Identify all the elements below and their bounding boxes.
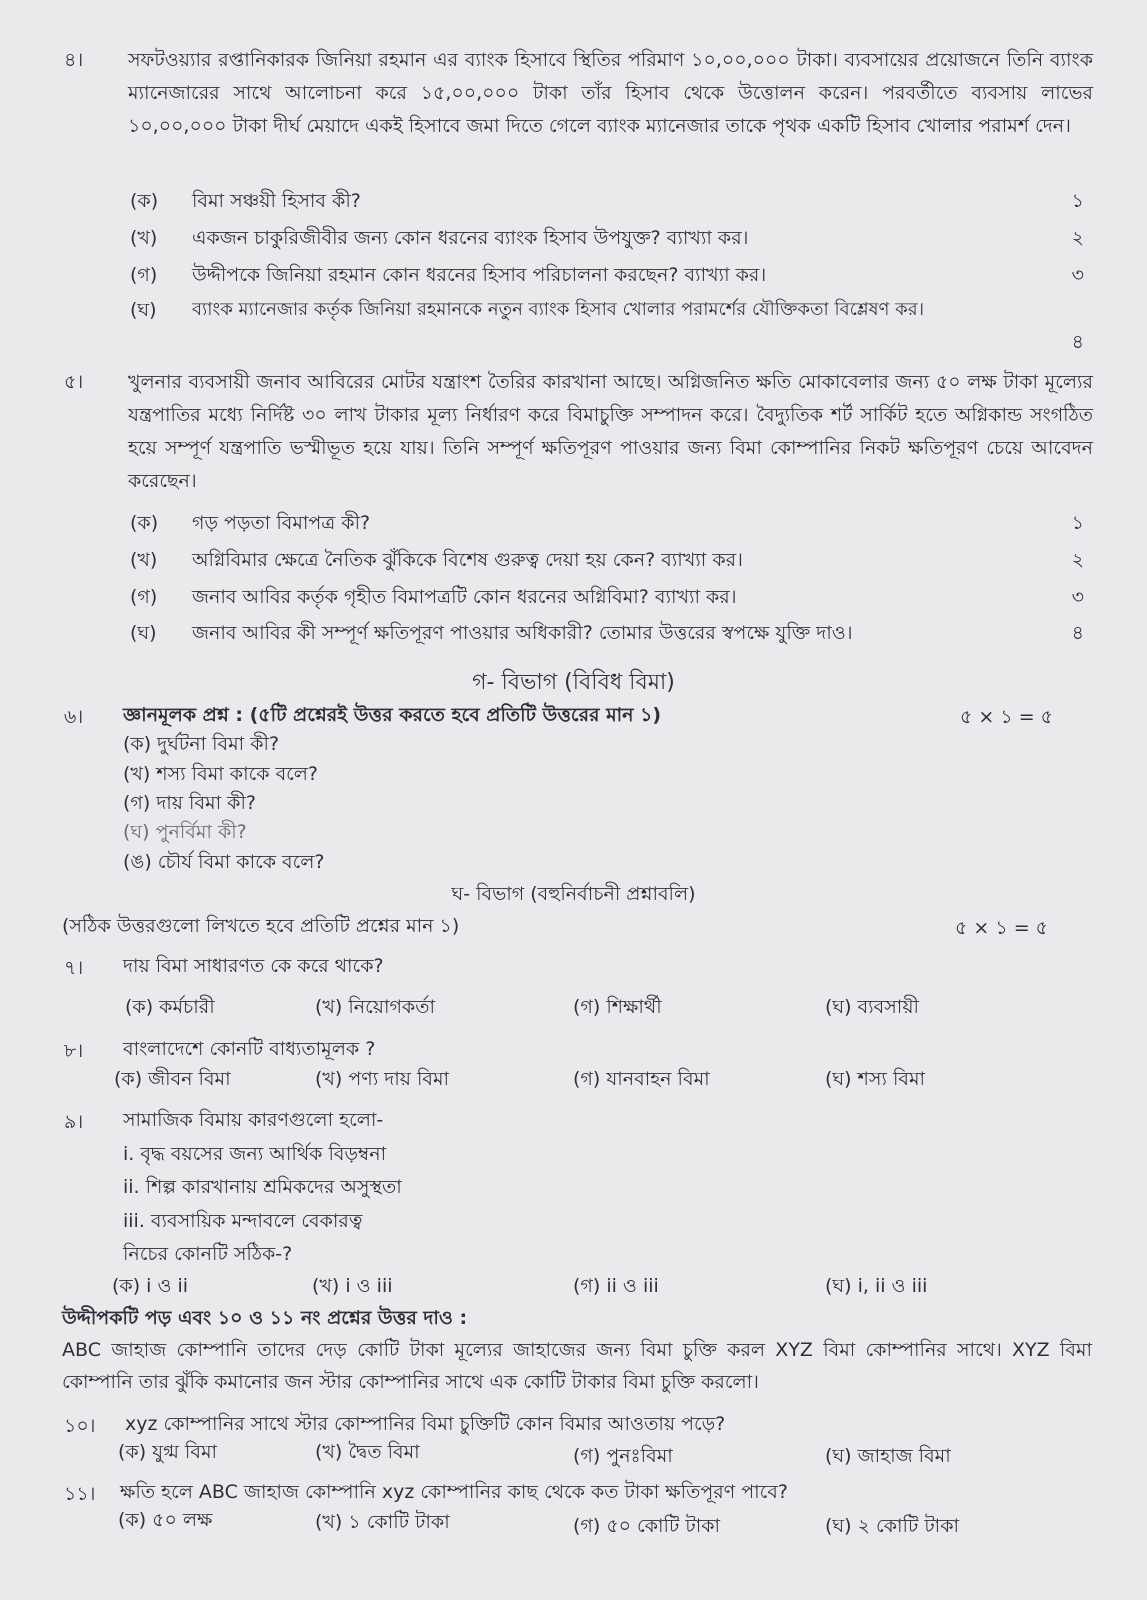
q11-option: (খ) ১ কোটি টাকা xyxy=(315,1511,450,1533)
q9-option: (ক) i ও ii xyxy=(112,1275,189,1297)
q7-option: (গ) শিক্ষার্থী xyxy=(573,996,662,1018)
q11-text: ক্ষতি হলে ABC জাহাজ কোম্পানি xyz কোম্পানির কাছ থেকে কত টাকা ক্ষতিপূরণ পাবে? xyxy=(120,1481,788,1503)
q7-text: দায় বিমা সাধারণত কে করে থাকে? xyxy=(123,955,384,977)
stimulus-text: ABC জাহাজ কোম্পানি তাদের দেড় কোটি টাকা মূল্যের জাহাজের জন্য বিমা চুক্তি করল XYZ বিমা কোম্পানির সাথে। XYZ বিমা কোম্পানি তার ঝুঁকি কমানোর জন স্টার কোম্পানির সাথে এক কোটি টাকার বিমা চুক্তি করলো। xyxy=(62,1339,1092,1393)
q8-option: (ঘ) শস্য বিমা xyxy=(825,1068,926,1090)
q10-text: xyz কোম্পানির সাথে স্টার কোম্পানির বিমা চুক্তিটি কোন বিমার আওতায় পড়ে? xyxy=(125,1413,726,1435)
q4-stem: সফটওয়্যার রপ্তানিকারক জিনিয়া রহমান এর ব্যাংক হিসাবে স্থিতির পরিমাণ ১০,০০,০০০ টাকা। ব্যবসায়ের প্রয়োজনে তিনি ব্যাংক ম্যানেজারের সাথে আলোচনা করে ১৫,০০,০০০ টাকা তাঁর হিসাব থেকে উত্তোলন করেন। পরবর্তীতে ব্যবসায় লাভের ১০,০০,০০০ টাকা দীর্ঘ মেয়াদে একই হিসাবে জমা দিতে গেলে ব্যাংক ম্যানেজার তাকে পৃথক একটি হিসাব খোলার পরামর্শ দেন। xyxy=(128,49,1093,137)
q5-part-ka xyxy=(130,507,1090,539)
q5-part-gha xyxy=(130,617,1090,649)
q11-option: (ক) ৫০ লক্ষ xyxy=(118,1509,213,1531)
part-marks: ১ xyxy=(1071,190,1084,212)
q5-part-kha xyxy=(130,544,1090,576)
q4-part-kha xyxy=(130,222,1090,254)
q5-part-ga xyxy=(130,581,1090,613)
q6-marks: ৫ × ১ = ৫ xyxy=(960,706,1053,728)
part-marks: ২ xyxy=(1071,549,1084,571)
q6-item: (ক) দুর্ঘটনা বিমা কী? xyxy=(123,733,280,755)
part-text: জনাব আবির কী সম্পূর্ণ ক্ষতিপূরণ পাওয়ার অধিকারী? তোমার উত্তরের স্বপক্ষে যুক্তি দাও। xyxy=(192,622,853,644)
q9-text: সামাজিক বিমায় কারণগুলো হলো- xyxy=(123,1109,384,1131)
part-text: অগ্নিবিমার ক্ষেত্রে নৈতিক ঝুঁকিকে বিশেষ গুরুত্ব দেয়া হয় কেন? ব্যাখ্যা কর। xyxy=(192,549,743,571)
q10-option: (ক) যুগ্ম বিমা xyxy=(118,1441,218,1463)
mcq-marks: ৫ × ১ = ৫ xyxy=(955,917,1048,939)
part-label: (ক) xyxy=(130,512,159,534)
part-label: (গ) xyxy=(130,264,158,286)
q8-option: (গ) যানবাহন বিমা xyxy=(573,1068,710,1090)
part-marks: ৩ xyxy=(1071,264,1084,286)
q9-option: (ঘ) i, ii ও iii xyxy=(825,1275,928,1297)
q8-number: ৮। xyxy=(64,1040,84,1062)
part-text: বিমা সঞ্চয়ী হিসাব কী? xyxy=(192,190,361,212)
part-label: (ঘ) xyxy=(130,622,157,644)
q6-item: (গ) দায় বিমা কী? xyxy=(123,792,256,814)
q9-statement: i. বৃদ্ধ বয়সের জন্য আর্থিক বিড়ম্বনা xyxy=(123,1143,387,1165)
part-marks: ৪ xyxy=(1071,331,1084,353)
part-label: (খ) xyxy=(130,227,158,249)
section-ga-title: গ- বিভাগ (বিবিধ বিমা) xyxy=(472,670,675,695)
part-label: (গ) xyxy=(130,586,158,608)
q6-number: ৬। xyxy=(64,706,84,728)
q8-option: (খ) পণ্য দায় বিমা xyxy=(315,1068,450,1090)
q4-part-ka xyxy=(130,185,1090,217)
section-gha-title: ঘ- বিভাগ (বহুনির্বাচনী প্রশ্নাবলি) xyxy=(451,883,696,905)
part-text: ব্যাংক ম্যানেজার কর্তৃক জিনিয়া রহমানকে নতুন ব্যাংক হিসাব খোলার পরামর্শের যৌক্তিকতা বিশ্লেষণ কর। xyxy=(192,299,925,320)
part-label: (ঘ) xyxy=(130,299,157,321)
q7-number: ৭। xyxy=(64,957,84,979)
part-label: (ক) xyxy=(130,190,159,212)
q6-item: (খ) শস্য বিমা কাকে বলে? xyxy=(123,763,319,785)
part-text: গড় পড়তা বিমাপত্র কী? xyxy=(192,512,371,534)
stimulus-heading: উদ্দীপকটি পড় এবং ১০ ও ১১ নং প্রশ্নের উত্তর দাও : xyxy=(62,1307,468,1329)
q9-prompt: নিচের কোনটি সঠিক-? xyxy=(123,1243,293,1265)
q9-statement: iii. ব্যবসায়িক মন্দাবলে বেকারত্ব xyxy=(123,1210,363,1232)
q5-stem: খুলনার ব্যবসায়ী জনাব আবিরের মোটর যন্ত্রাংশ তৈরির কারখানা আছে। অগ্নিজনিত ক্ষতি মোকাবেলার জন্য ৫০ লক্ষ টাকা মূল্যের যন্ত্রপাতির মধ্যে নির্দিষ্ট ৩০ লাখ টাকার মূল্য নির্ধারণ করে বিমাচুক্তি সম্পাদন করে। বৈদ্যুতিক শর্ট সার্কিট হতে অগ্নিকান্ড সংগঠিত হয়ে সম্পূর্ণ যন্ত্রপাতি ভস্মীভূত হয়ে যায়। তিনি সম্পূর্ণ ক্ষতিপূরণ পাওয়ার জন্য বিমা কোম্পানির নিকট ক্ষতিপূরণ চেয়ে আবেদন করেছেন। xyxy=(128,371,1093,492)
q7-option: (খ) নিয়োগকর্তা xyxy=(315,996,435,1018)
q9-option: (গ) ii ও iii xyxy=(573,1275,659,1297)
part-marks: ৩ xyxy=(1071,586,1084,608)
part-marks: ২ xyxy=(1071,227,1084,249)
mcq-instruction: (সঠিক উত্তরগুলো লিখতে হবে প্রতিটি প্রশ্নের মান ১) xyxy=(62,915,460,937)
q4-number: ৪। xyxy=(64,49,84,71)
q10-option: (গ) পুনঃবিমা xyxy=(573,1445,673,1467)
q6-heading: জ্ঞানমূলক প্রশ্ন : (৫টি প্রশ্নেরই উত্তর করতে হবে প্রতিটি উত্তরের মান ১) xyxy=(123,704,662,726)
q6-item: (ঙ) চৌর্য বিমা কাকে বলে? xyxy=(123,851,325,873)
q7-option: (ঘ) ব্যবসায়ী xyxy=(825,996,919,1018)
q9-option: (খ) i ও iii xyxy=(312,1275,393,1297)
q11-option: (ঘ) ২ কোটি টাকা xyxy=(825,1515,959,1537)
q10-option: (ঘ) জাহাজ বিমা xyxy=(825,1445,951,1467)
q5-number: ৫। xyxy=(64,371,84,393)
part-text: একজন চাকুরিজীবীর জন্য কোন ধরনের ব্যাংক হিসাব উপযুক্ত? ব্যাখ্যা কর। xyxy=(192,227,749,249)
part-text: উদ্দীপকে জিনিয়া রহমান কোন ধরনের হিসাব পরিচালনা করছেন? ব্যাখ্যা কর। xyxy=(192,264,767,286)
part-label: (খ) xyxy=(130,549,158,571)
part-marks: ৪ xyxy=(1071,622,1084,644)
q4-part-gha xyxy=(130,294,1090,358)
q8-text: বাংলাদেশে কোনটি বাধ্যতামূলক ? xyxy=(123,1038,376,1060)
q11-number: ১১। xyxy=(64,1483,96,1505)
q9-statement: ii. শিল্প কারখানায় শ্রমিকদের অসুস্থতা xyxy=(123,1176,402,1198)
q9-number: ৯। xyxy=(64,1111,84,1133)
q11-option: (গ) ৫০ কোটি টাকা xyxy=(573,1515,721,1537)
q7-option: (ক) কর্মচারী xyxy=(125,996,215,1018)
part-text: জনাব আবির কর্তৃক গৃহীত বিমাপত্রটি কোন ধরনের অগ্নিবিমা? ব্যাখ্যা কর। xyxy=(192,586,737,608)
q6-item: (ঘ) পুনর্বিমা কী? xyxy=(123,821,247,843)
q10-option: (খ) দ্বৈত বিমা xyxy=(315,1441,420,1463)
q8-option: (ক) জীবন বিমা xyxy=(114,1068,231,1090)
q4-part-ga xyxy=(130,259,1090,291)
part-marks: ১ xyxy=(1071,512,1084,534)
q10-number: ১০। xyxy=(64,1415,96,1437)
